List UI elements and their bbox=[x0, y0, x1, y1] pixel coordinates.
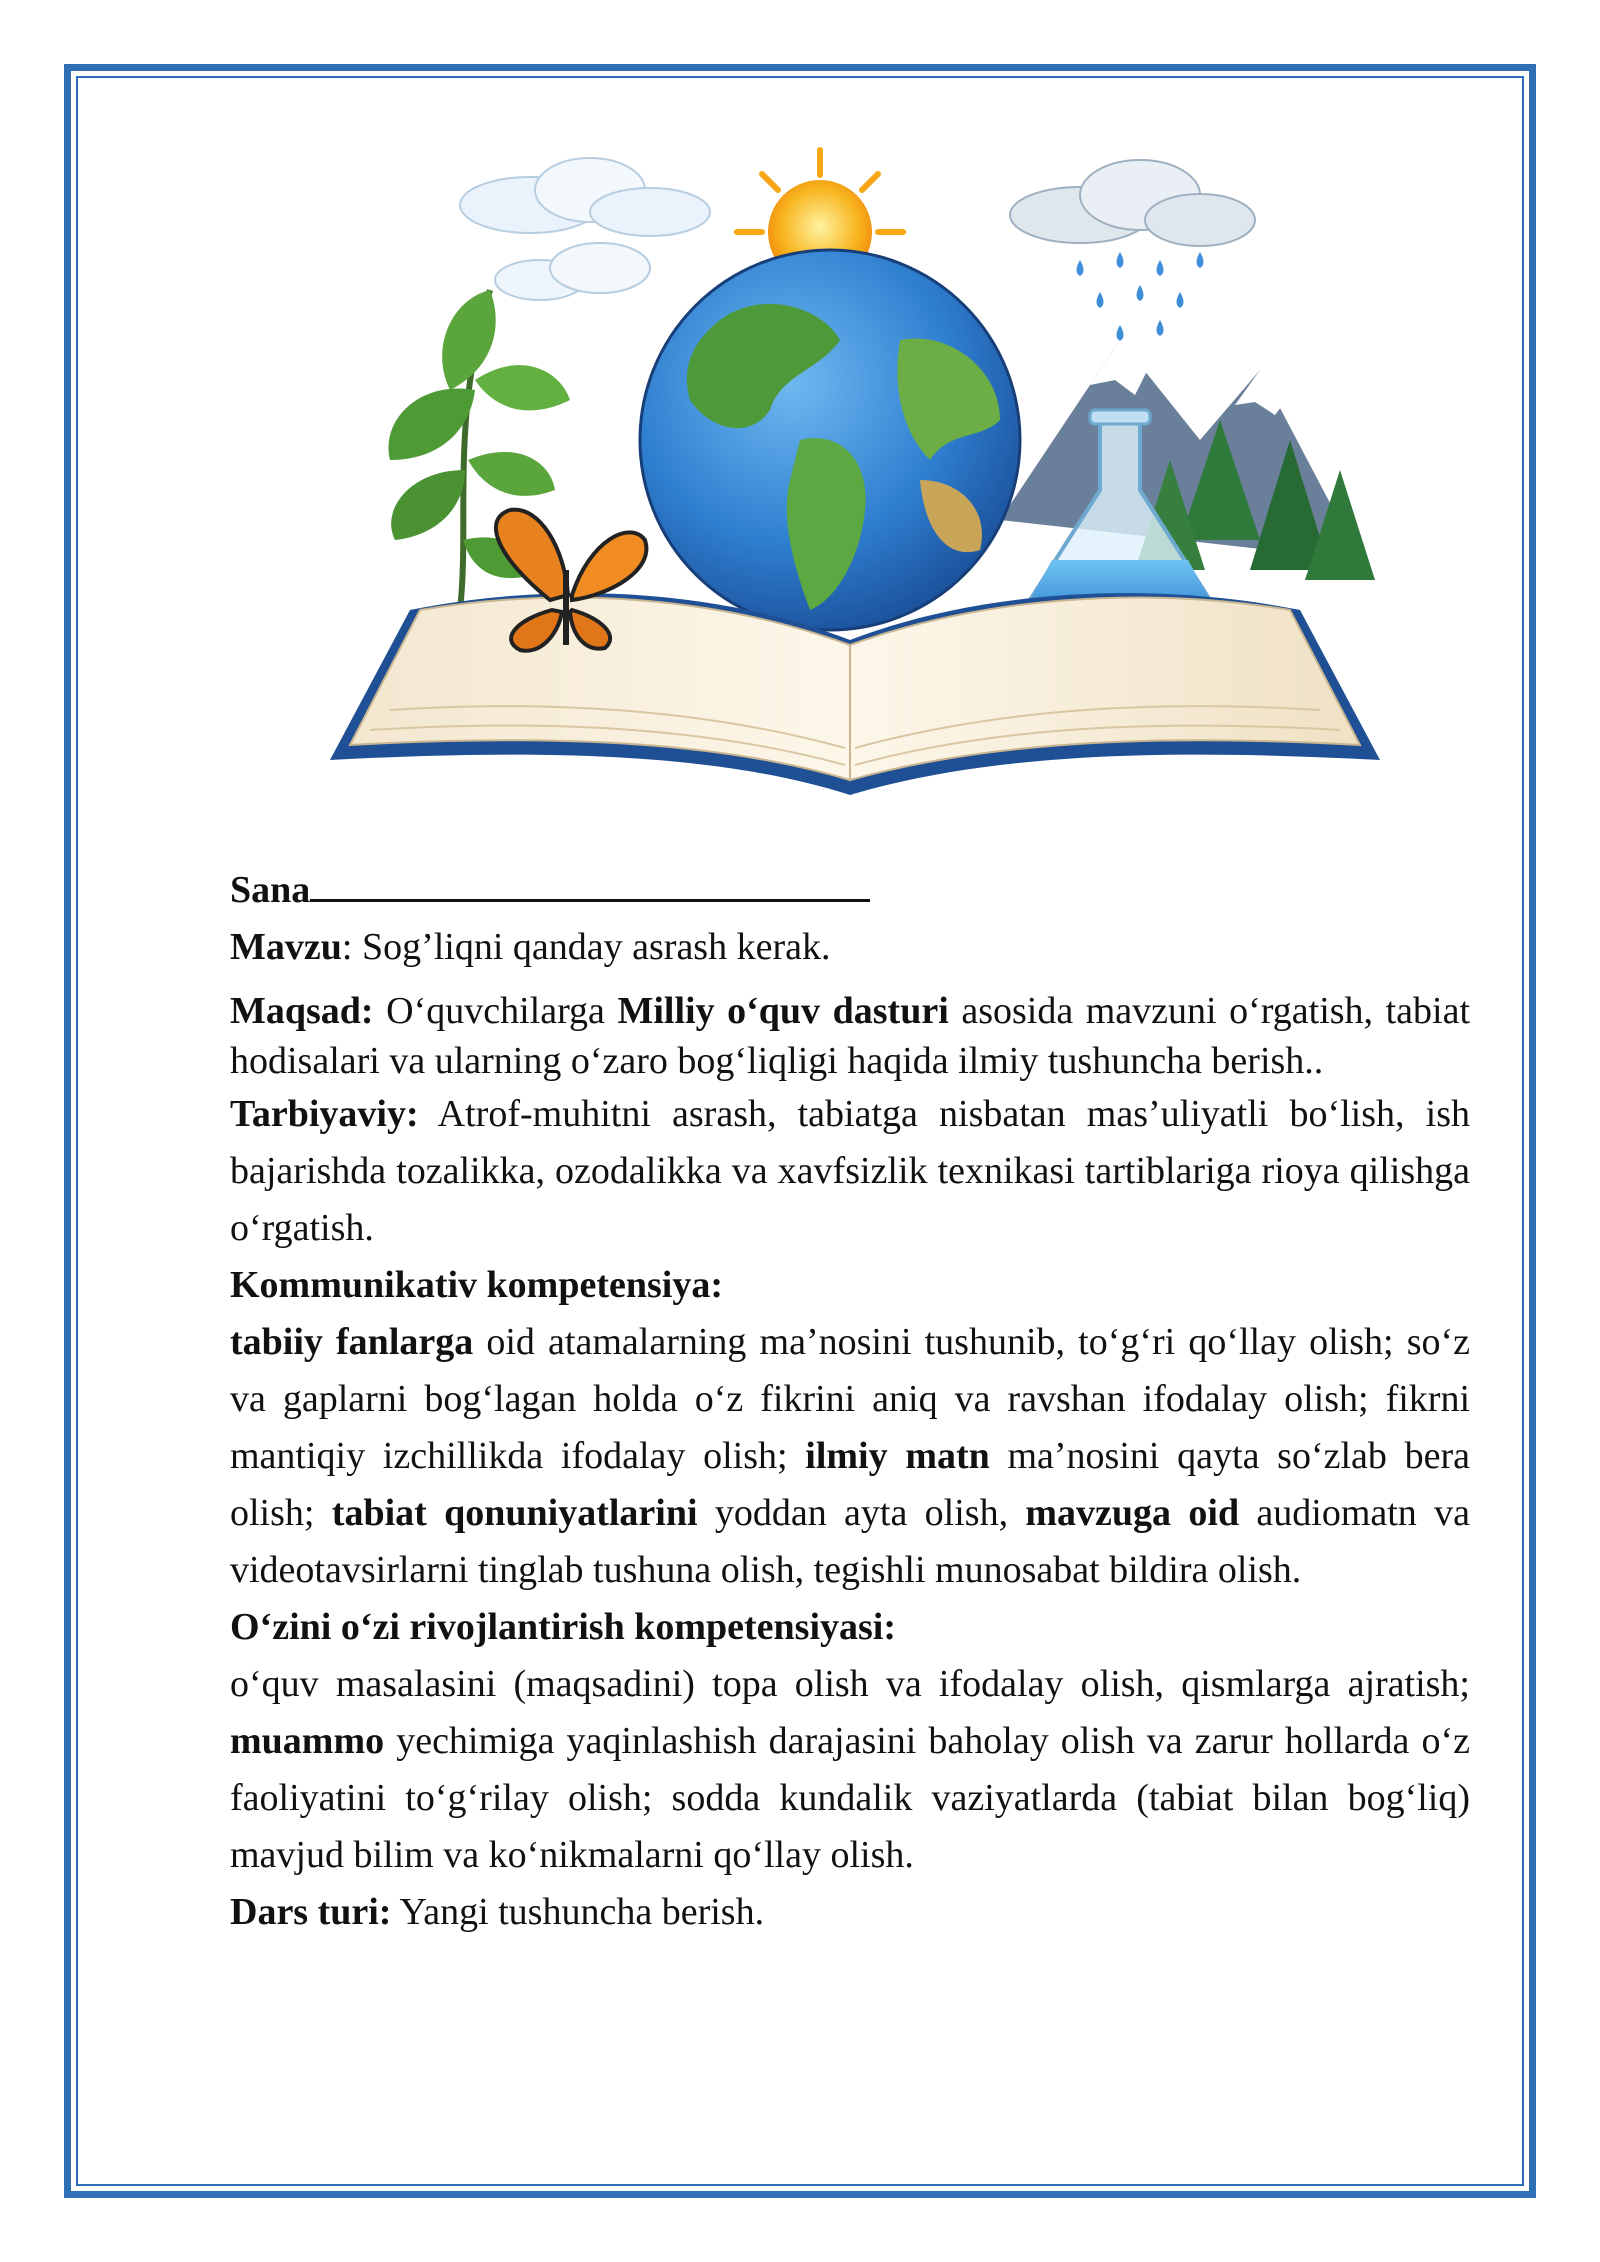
kommunikativ-paragraph: tabiiy fanlarga oid atamalarning ma’nosini tushunib, to‘g‘ri qo‘llay olish; so‘z va gaplarni bog‘lagan holda o‘z fikrini aniq va ravshan ifodalay olish; fikrni mantiqiy izchillikda ifodalay olish; ilmiy matn ma’nosini qayta so‘zlab bera olish; tabiat qonuniyatlarini yoddan ayta olish, mavzuga oid audiomatn va videotavsirlarni tinglab tushuna olish, tegishli munosabat bildira olish. bbox=[230, 1321, 1470, 1591]
document-body bbox=[230, 862, 1470, 1941]
sana-blank[interactable] bbox=[310, 863, 870, 902]
mavzu-text: Sog’liqni qanday asrash kerak. bbox=[361, 926, 831, 968]
dars-turi-label: Dars turi: bbox=[230, 1891, 392, 1933]
cloud-icon bbox=[460, 158, 710, 300]
mavzu-label: Mavzu bbox=[230, 926, 342, 968]
sana-line bbox=[230, 862, 1470, 919]
maqsad-label: Maqsad: bbox=[230, 990, 374, 1032]
tarbiyaviy-label: Tarbiyaviy: bbox=[230, 1093, 419, 1135]
nature-illustration bbox=[300, 140, 1410, 820]
sana-label: Sana bbox=[230, 869, 311, 911]
ozini-heading: O‘zini o‘zi rivojlantirish kompetensiyasi: bbox=[230, 1606, 897, 1648]
dars-turi-line: Dars turi: Yangi tushuncha berish. bbox=[230, 1891, 765, 1933]
tarbiyaviy-paragraph: Tarbiyaviy: Atrof-muhitni asrash, tabiatga nisbatan mas’uliyatli bo‘lish, ish bajarishda tozalikka, ozodalikka va xavfsizlik texnikasi tartiblariga rioya qilishga o‘rgatish. bbox=[230, 1093, 1470, 1249]
rain-icon bbox=[1010, 160, 1255, 341]
ozini-paragraph: o‘quv masalasini (maqsadini) topa olish va ifodalay olish, qismlarga ajratish; muammo yechimiga yaqinlashish darajasini baholay olish va zarur hollarda o‘z faoliyatini to‘g‘rilay olish; sodda kundalik vaziyatlarda (tabiat bilan bog‘liq) mavjud bilim va ko‘nikmalarni qo‘llay olish. bbox=[230, 1663, 1470, 1876]
mavzu-line: Mavzu: Sog’liqni qanday asrash kerak. bbox=[230, 926, 831, 968]
globe-icon bbox=[640, 250, 1020, 630]
maqsad-paragraph: Maqsad: O‘quvchilarga Milliy o‘quv dasturi asosida mavzuni o‘rgatish, tabiat hodisalari va ularning o‘zaro bog‘liqligi haqida ilmiy tushuncha berish.. bbox=[230, 990, 1471, 1082]
kommunikativ-heading: Kommunikativ kompetensiya: bbox=[230, 1264, 723, 1306]
